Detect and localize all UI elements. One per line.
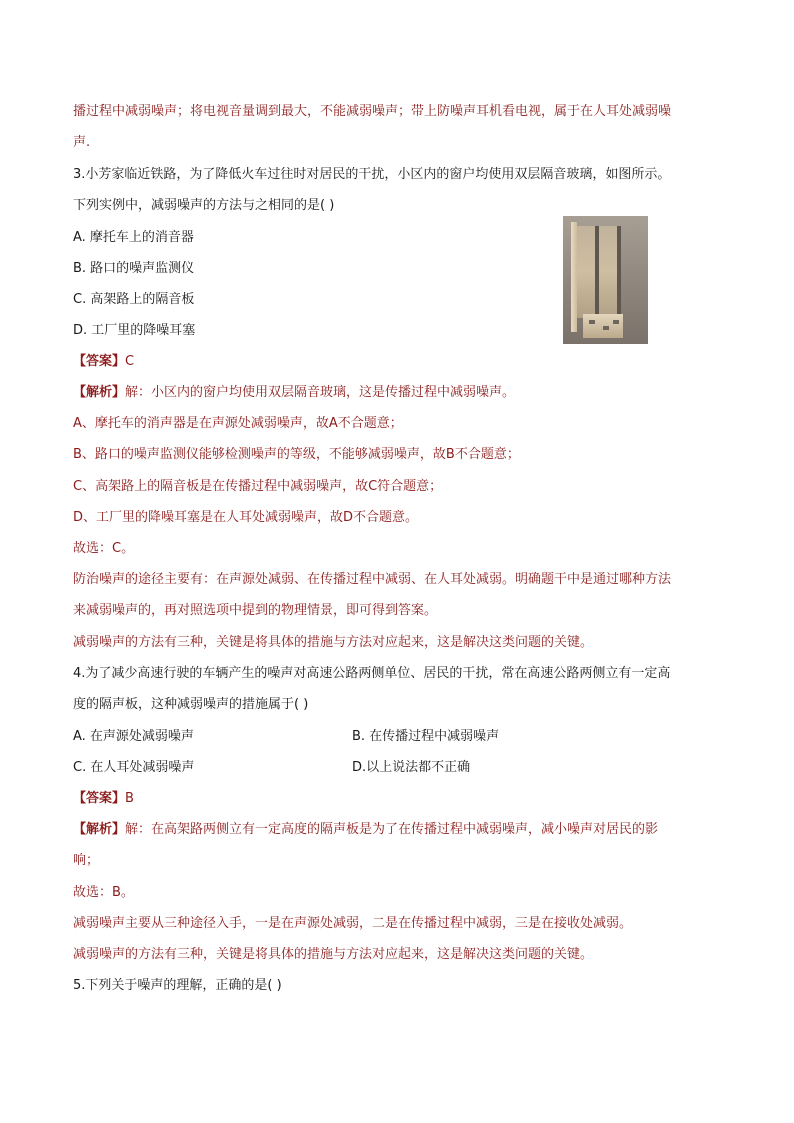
q3-option-a: A. 摩托车上的消音器 xyxy=(73,230,194,245)
answer-value: B xyxy=(125,791,134,806)
intro-line-1: 播过程中减弱噪声；将电视音量调到最大，不能减弱噪声；带上防噪声耳机看电视，属于在人耳处减弱噪 xyxy=(73,104,672,119)
answer-value: C xyxy=(125,354,135,369)
q4-analysis-line-2: 响； xyxy=(73,853,100,868)
q4-analysis xyxy=(73,820,658,840)
q3-analysis xyxy=(73,383,515,403)
double-glazed-window-image xyxy=(563,216,648,344)
q5-stem: 5.下列关于噪声的理解，正确的是( ) xyxy=(73,978,282,993)
q3-analysis-item-b: B、路口的噪声监测仪能够检测噪声的等级，不能够减弱噪声，故B不合题意； xyxy=(73,447,520,462)
q4-option-b: B. 在传播过程中减弱噪声 xyxy=(352,729,500,744)
q4-option-d: D.以上说法都不正确 xyxy=(352,760,471,775)
analysis-text: 解：小区内的窗户均使用双层隔音玻璃，这是传播过程中减弱噪声。 xyxy=(125,385,516,400)
q3-analysis-item-d: D、工厂里的降噪耳塞是在人耳处减弱噪声，故D不合题意。 xyxy=(73,510,419,525)
q3-stem-line-1: 3.小芳家临近铁路，为了降低火车过往时对居民的干扰，小区内的窗户均使用双层隔音玻璃，如图所示。 xyxy=(73,167,671,182)
answer-label: 【答案】 xyxy=(73,791,126,806)
q3-analysis-item-a: A、摩托车的消声器是在声源处减弱噪声，故A不合题意； xyxy=(73,416,403,431)
q4-choice: 故选：B。 xyxy=(73,885,134,900)
q3-option-b: B. 路口的噪声监测仪 xyxy=(73,261,195,276)
q3-option-d: D. 工厂里的降噪耳塞 xyxy=(73,323,196,338)
q3-analysis-item-c: C、高架路上的隔音板是在传播过程中减弱噪声，故C符合题意； xyxy=(73,479,443,494)
q4-comment-line-2: 减弱噪声的方法有三种，关键是将具体的措施与方法对应起来，这是解决这类问题的关键。 xyxy=(73,947,594,962)
q3-comment-line-3: 减弱噪声的方法有三种，关键是将具体的措施与方法对应起来，这是解决这类问题的关键。 xyxy=(73,635,594,650)
q4-stem-line-2: 度的隔声板，这种减弱噪声的措施属于( ) xyxy=(73,697,309,712)
q3-option-c: C. 高架路上的隔音板 xyxy=(73,292,195,307)
q4-option-c: C. 在人耳处减弱噪声 xyxy=(73,760,195,775)
q3-comment-line-2: 来减弱噪声的，再对照选项中提到的物理情景，即可得到答案。 xyxy=(73,603,438,618)
analysis-text: 解：在高架路两侧立有一定高度的隔声板是为了在传播过程中减弱噪声，减小噪声对居民的影 xyxy=(125,822,659,837)
q3-choice: 故选：C。 xyxy=(73,541,135,556)
q4-option-a: A. 在声源处减弱噪声 xyxy=(73,729,194,744)
q4-answer xyxy=(73,789,134,809)
q3-comment-line-1: 防治噪声的途径主要有：在声源处减弱、在传播过程中减弱、在人耳处减弱。明确题干中是通过哪种方法 xyxy=(73,572,672,587)
intro-line-2: 声. xyxy=(73,135,91,150)
q4-comment-line-1: 减弱噪声主要从三种途径入手，一是在声源处减弱，二是在传播过程中减弱，三是在接收处减弱。 xyxy=(73,916,633,931)
q3-answer xyxy=(73,352,134,372)
answer-label: 【答案】 xyxy=(73,354,126,369)
analysis-label: 【解析】 xyxy=(73,385,126,400)
q3-stem-line-2: 下列实例中，减弱噪声的方法与之相同的是( ) xyxy=(73,198,335,213)
q4-stem-line-1: 4.为了减少高速行驶的车辆产生的噪声对高速公路两侧单位、居民的干扰，常在高速公路两侧立有一定高 xyxy=(73,666,671,681)
analysis-label: 【解析】 xyxy=(73,822,126,837)
